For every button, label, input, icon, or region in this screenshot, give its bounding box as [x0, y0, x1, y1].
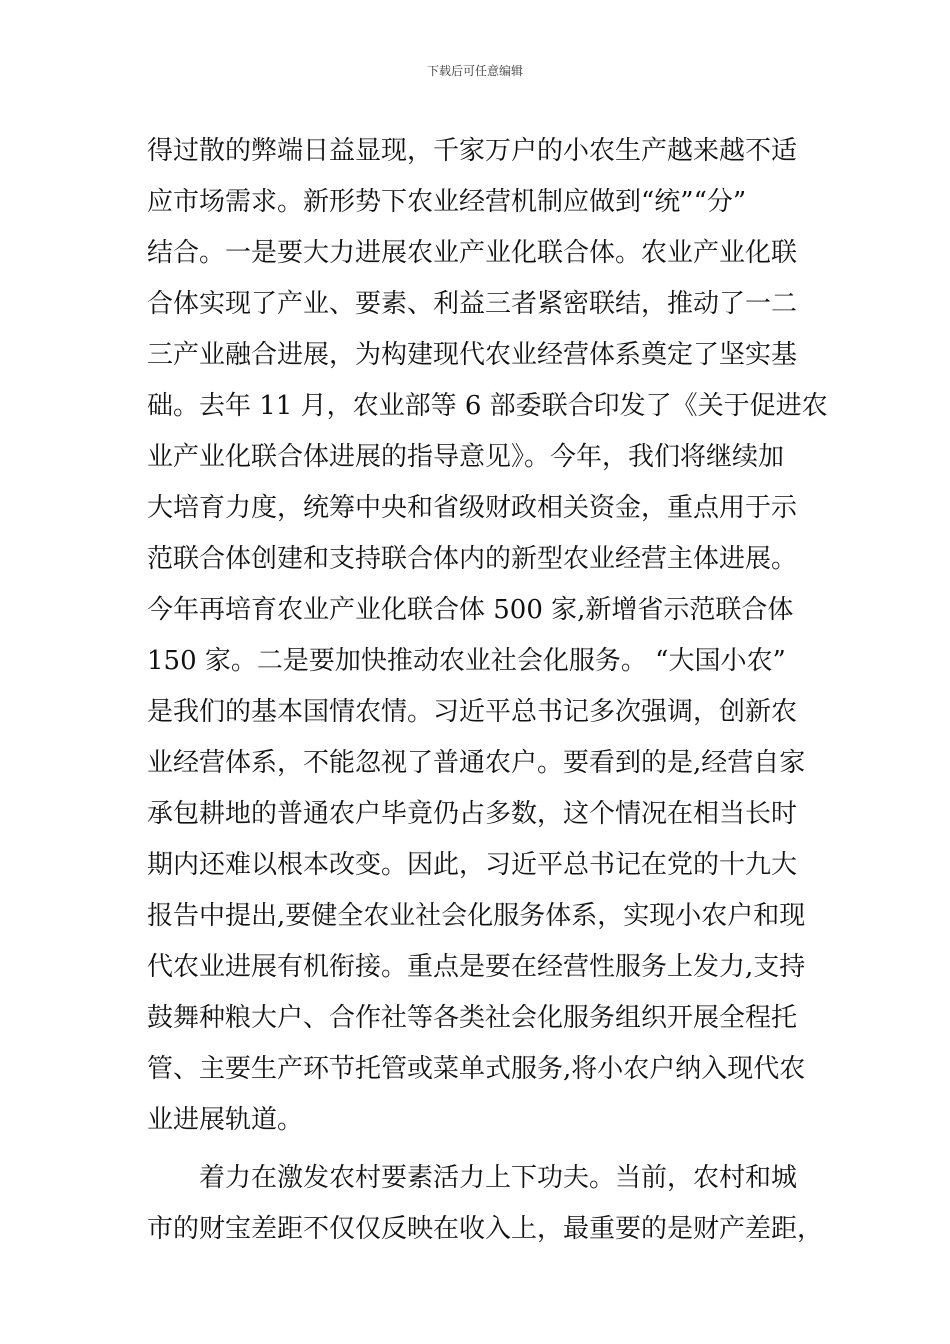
paragraph-2-line-1: 着力在激发农村要素活力上下功夫。当前，农村和城	[147, 1163, 798, 1193]
paragraph-1-line-5: 三产业融合进展，为构建现代农业经营体系奠定了坚实基	[147, 340, 798, 370]
document-body	[147, 126, 828, 1255]
paragraph-1-line-18: 鼓舞种粮大户、合作社等各类社会化服务组织开展全程托	[147, 1003, 798, 1033]
paragraph-1-line-14: 承包耕地的普通农户毕竟仍占多数，这个情况在相当长时	[147, 799, 798, 829]
paragraph-1-line-1: 得过散的弊端日益显现，千家万户的小农生产越来越不适	[147, 136, 798, 166]
paragraph-1-line-13: 业经营体系，不能忽视了普通农户。要看到的是,经营自家	[147, 748, 806, 778]
paragraph-1-line-9: 范联合体创建和支持联合体内的新型农业经营主体进展。	[147, 544, 798, 574]
paragraph-1-line-11: 150 家。二是要加快推动农业社会化服务。 “大国小农”	[147, 646, 786, 676]
paragraph-1-line-17: 代农业进展有机衔接。重点是要在经营性服务上发力,支持	[147, 952, 806, 982]
paragraph-1-line-2: 应市场需求。新形势下农业经营机制应做到“统”“分”	[147, 187, 747, 217]
page-header: 下载后可任意编辑	[426, 64, 523, 78]
paragraph-1-line-19: 管、主要生产环节托管或菜单式服务,将小农户纳入现代农	[147, 1054, 806, 1084]
paragraph-1-line-10: 今年再培育农业产业化联合体 500 家,新增省示范联合体	[147, 595, 794, 625]
paragraph-1-line-15: 期内还难以根本改变。因此，习近平总书记在党的十九大	[147, 850, 798, 880]
paragraph-1-line-12: 是我们的基本国情农情。习近平总书记多次强调，创新农	[147, 697, 798, 727]
paragraph-1-line-6: 础。去年 11 月，农业部等 6 部委联合印发了《关于促进农	[147, 391, 828, 421]
paragraph-1-line-8: 大培育力度，统筹中央和省级财政相关资金，重点用于示	[147, 493, 798, 523]
paragraph-1-line-7: 业产业化联合体进展的指导意见》。今年，我们将继续加	[147, 442, 785, 472]
paragraph-1-line-16: 报告中提出,要健全农业社会化服务体系，实现小农户和现	[147, 901, 806, 931]
paragraph-1-line-4: 合体实现了产业、要素、利益三者紧密联结，推动了一二	[147, 289, 798, 319]
paragraph-2-line-2: 市的财宝差距不仅仅反映在收入上，最重要的是财产差距，	[147, 1214, 824, 1244]
paragraph-1-line-3: 结合。一是要大力进展农业产业化联合体。农业产业化联	[147, 238, 798, 268]
paragraph-1-line-20: 业进展轨道。	[147, 1105, 304, 1135]
